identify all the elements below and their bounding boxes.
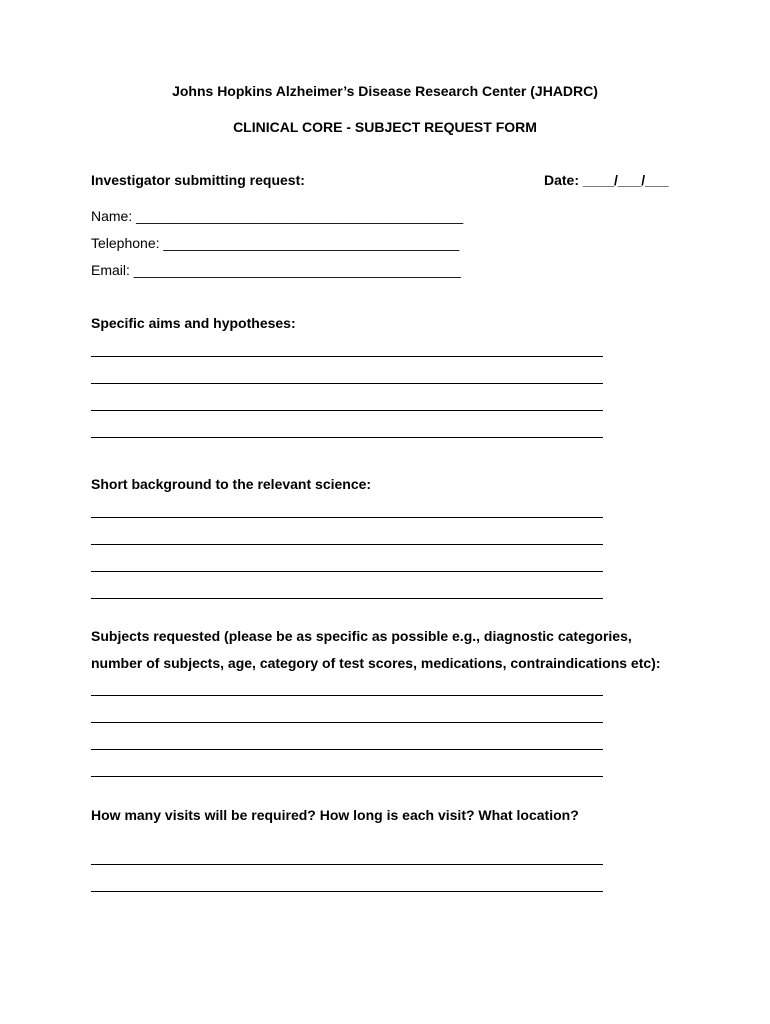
- background-answer-line: [91, 544, 603, 545]
- aims-answer-line: [91, 437, 603, 438]
- email-field-label: Email: __________________________________________: [91, 262, 461, 278]
- visits-heading: How many visits will be required? How long is each visit? What location?: [91, 807, 579, 823]
- telephone-field-label: Telephone: ______________________________________: [91, 235, 460, 251]
- subjects-answer-line: [91, 776, 603, 777]
- subjects-answer-line: [91, 749, 603, 750]
- subjects-heading-line1: Subjects requested (please be as specific as possible e.g., diagnostic categories,: [91, 628, 632, 644]
- background-answer-line: [91, 598, 603, 599]
- date-label: Date: ____/___/___: [544, 172, 669, 188]
- aims-heading: Specific aims and hypotheses:: [91, 315, 296, 331]
- background-answer-line: [91, 517, 603, 518]
- background-heading: Short background to the relevant science:: [91, 476, 372, 492]
- form-title: Johns Hopkins Alzheimer’s Disease Research Center (JHADRC): [172, 83, 598, 99]
- background-answer-line: [91, 571, 603, 572]
- aims-answer-line: [91, 356, 603, 357]
- form-subtitle: CLINICAL CORE - SUBJECT REQUEST FORM: [233, 119, 537, 135]
- name-field-label: Name: __________________________________________: [91, 208, 464, 224]
- aims-answer-line: [91, 383, 603, 384]
- subjects-heading-line2: number of subjects, age, category of test scores, medications, contraindications etc):: [91, 655, 661, 671]
- investigator-heading: Investigator submitting request:: [91, 172, 305, 188]
- visits-answer-line: [91, 864, 603, 865]
- visits-answer-line: [91, 891, 603, 892]
- aims-answer-line: [91, 410, 603, 411]
- subjects-answer-line: [91, 695, 603, 696]
- subjects-answer-line: [91, 722, 603, 723]
